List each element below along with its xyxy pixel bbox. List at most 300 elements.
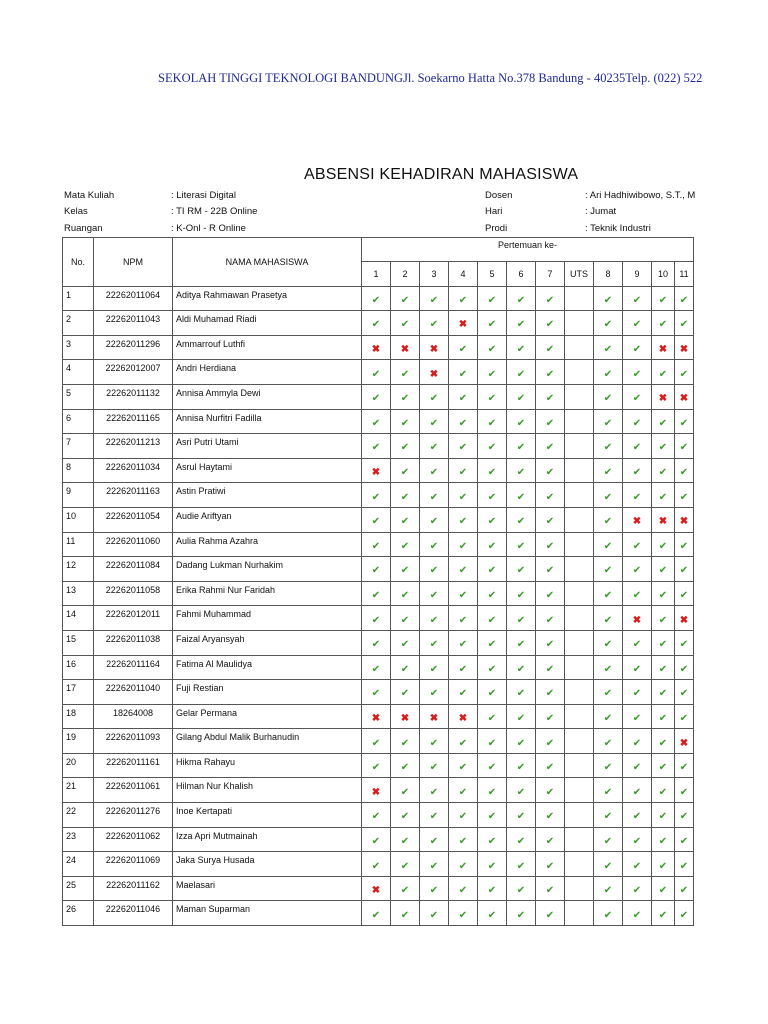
attendance-cell: [507, 557, 536, 582]
attendance-cell: [391, 557, 420, 582]
attendance-cell: [420, 360, 449, 385]
empty-cell: [565, 630, 594, 655]
present-check-icon: ✔: [400, 663, 410, 675]
present-check-icon: ✔: [632, 811, 642, 823]
attendance-cell: [391, 753, 420, 778]
present-check-icon: ✔: [458, 811, 468, 823]
row-number: 7: [63, 434, 94, 459]
present-check-icon: ✔: [658, 786, 668, 798]
absent-cross-icon: ✖: [458, 319, 468, 331]
present-check-icon: ✔: [658, 491, 668, 503]
present-check-icon: ✔: [658, 467, 668, 479]
attendance-cell: [675, 384, 694, 409]
attendance-cell: [536, 778, 565, 803]
attendance-cell: [675, 581, 694, 606]
attendance-cell: [478, 458, 507, 483]
empty-cell: [565, 729, 594, 754]
present-check-icon: ✔: [632, 442, 642, 454]
table-row: [63, 803, 694, 828]
present-check-icon: ✔: [545, 319, 555, 331]
attendance-cell: [536, 360, 565, 385]
present-check-icon: ✔: [545, 811, 555, 823]
attendance-cell: [623, 581, 652, 606]
present-check-icon: ✔: [487, 860, 497, 872]
attendance-cell: [449, 335, 478, 360]
attendance-cell: [675, 876, 694, 901]
attendance-cell: [507, 581, 536, 606]
present-check-icon: ✔: [400, 491, 410, 503]
present-check-icon: ✔: [516, 565, 526, 577]
present-check-icon: ✔: [545, 688, 555, 700]
present-check-icon: ✔: [603, 737, 613, 749]
attendance-cell: [420, 803, 449, 828]
session-header: 11: [675, 262, 694, 287]
present-check-icon: ✔: [632, 909, 642, 921]
present-check-icon: ✔: [458, 491, 468, 503]
attendance-cell: [536, 286, 565, 311]
attendance-cell: [652, 360, 675, 385]
present-check-icon: ✔: [458, 835, 468, 847]
attendance-cell: [623, 729, 652, 754]
attendance-cell: [675, 729, 694, 754]
table-row: [63, 753, 694, 778]
present-check-icon: ✔: [429, 639, 439, 651]
ruangan-value: : K-Onl - R Online: [171, 223, 246, 234]
present-check-icon: ✔: [516, 368, 526, 380]
attendance-cell: [449, 311, 478, 336]
attendance-cell: [623, 655, 652, 680]
row-number: 22: [63, 803, 94, 828]
attendance-cell: [623, 483, 652, 508]
present-check-icon: ✔: [458, 467, 468, 479]
row-number: 18: [63, 704, 94, 729]
attendance-cell: [675, 753, 694, 778]
attendance-cell: [362, 630, 391, 655]
attendance-cell: [594, 852, 623, 877]
attendance-cell: [507, 901, 536, 926]
kelas-label: Kelas: [64, 206, 88, 217]
empty-cell: [565, 581, 594, 606]
present-check-icon: ✔: [371, 393, 381, 405]
attendance-cell: [507, 753, 536, 778]
present-check-icon: ✔: [371, 688, 381, 700]
present-check-icon: ✔: [545, 712, 555, 724]
present-check-icon: ✔: [516, 467, 526, 479]
hari-value: : Jumat: [585, 206, 617, 217]
attendance-cell: [623, 852, 652, 877]
attendance-cell: [478, 384, 507, 409]
attendance-cell: [507, 384, 536, 409]
attendance-cell: [536, 434, 565, 459]
attendance-cell: [478, 852, 507, 877]
attendance-cell: [478, 729, 507, 754]
attendance-cell: [536, 680, 565, 705]
row-npm: 22262011161: [94, 753, 173, 778]
attendance-cell: [391, 360, 420, 385]
attendance-cell: [478, 335, 507, 360]
present-check-icon: ✔: [371, 319, 381, 331]
absent-cross-icon: ✖: [371, 885, 381, 897]
present-check-icon: ✔: [545, 663, 555, 675]
row-number: 13: [63, 581, 94, 606]
column-header-npm: NPM: [94, 238, 173, 287]
present-check-icon: ✔: [516, 590, 526, 602]
row-npm: 22262011046: [94, 901, 173, 926]
attendance-cell: [594, 557, 623, 582]
present-check-icon: ✔: [371, 614, 381, 626]
row-number: 16: [63, 655, 94, 680]
row-number: 25: [63, 876, 94, 901]
present-check-icon: ✔: [400, 393, 410, 405]
table-row: [63, 434, 694, 459]
attendance-cell: [652, 557, 675, 582]
present-check-icon: ✔: [632, 467, 642, 479]
attendance-cell: [362, 434, 391, 459]
session-header: 7: [536, 262, 565, 287]
attendance-cell: [675, 803, 694, 828]
attendance-cell: [420, 852, 449, 877]
present-check-icon: ✔: [603, 811, 613, 823]
prodi-value: : Teknik Industri: [585, 223, 651, 234]
present-check-icon: ✔: [679, 811, 689, 823]
empty-cell: [565, 557, 594, 582]
attendance-cell: [420, 704, 449, 729]
present-check-icon: ✔: [516, 319, 526, 331]
present-check-icon: ✔: [516, 614, 526, 626]
present-check-icon: ✔: [371, 639, 381, 651]
present-check-icon: ✔: [679, 639, 689, 651]
present-check-icon: ✔: [487, 737, 497, 749]
present-check-icon: ✔: [487, 417, 497, 429]
row-npm: 22262011034: [94, 458, 173, 483]
present-check-icon: ✔: [458, 565, 468, 577]
present-check-icon: ✔: [658, 368, 668, 380]
present-check-icon: ✔: [679, 540, 689, 552]
attendance-cell: [478, 704, 507, 729]
present-check-icon: ✔: [371, 835, 381, 847]
present-check-icon: ✔: [516, 811, 526, 823]
attendance-cell: [623, 606, 652, 631]
attendance-cell: [594, 827, 623, 852]
attendance-cell: [391, 827, 420, 852]
attendance-cell: [507, 655, 536, 680]
absent-cross-icon: ✖: [400, 344, 410, 356]
attendance-cell: [536, 803, 565, 828]
present-check-icon: ✔: [458, 590, 468, 602]
present-check-icon: ✔: [516, 294, 526, 306]
present-check-icon: ✔: [679, 909, 689, 921]
attendance-cell: [623, 507, 652, 532]
present-check-icon: ✔: [603, 835, 613, 847]
attendance-cell: [675, 852, 694, 877]
present-check-icon: ✔: [516, 885, 526, 897]
present-check-icon: ✔: [487, 712, 497, 724]
attendance-cell: [652, 704, 675, 729]
empty-cell: [565, 655, 594, 680]
attendance-cell: [449, 778, 478, 803]
present-check-icon: ✔: [458, 688, 468, 700]
present-check-icon: ✔: [545, 565, 555, 577]
present-check-icon: ✔: [658, 688, 668, 700]
session-header: 3: [420, 262, 449, 287]
present-check-icon: ✔: [632, 860, 642, 872]
attendance-cell: [478, 606, 507, 631]
present-check-icon: ✔: [487, 590, 497, 602]
attendance-cell: [391, 384, 420, 409]
row-name: Aulia Rahma Azahra: [173, 532, 362, 557]
present-check-icon: ✔: [429, 442, 439, 454]
attendance-cell: [420, 729, 449, 754]
present-check-icon: ✔: [632, 491, 642, 503]
attendance-cell: [362, 606, 391, 631]
present-check-icon: ✔: [679, 885, 689, 897]
attendance-cell: [420, 409, 449, 434]
attendance-cell: [391, 729, 420, 754]
present-check-icon: ✔: [516, 540, 526, 552]
empty-cell: [565, 606, 594, 631]
present-check-icon: ✔: [679, 417, 689, 429]
present-check-icon: ✔: [545, 368, 555, 380]
attendance-cell: [362, 876, 391, 901]
present-check-icon: ✔: [545, 294, 555, 306]
present-check-icon: ✔: [400, 737, 410, 749]
attendance-cell: [362, 753, 391, 778]
present-check-icon: ✔: [603, 909, 613, 921]
row-npm: 22262012007: [94, 360, 173, 385]
present-check-icon: ✔: [458, 885, 468, 897]
attendance-cell: [594, 458, 623, 483]
attendance-cell: [536, 335, 565, 360]
attendance-cell: [623, 680, 652, 705]
absent-cross-icon: ✖: [400, 712, 410, 724]
present-check-icon: ✔: [545, 442, 555, 454]
attendance-cell: [478, 803, 507, 828]
attendance-cell: [362, 803, 391, 828]
present-check-icon: ✔: [658, 590, 668, 602]
absent-cross-icon: ✖: [458, 712, 468, 724]
present-check-icon: ✔: [603, 688, 613, 700]
present-check-icon: ✔: [516, 516, 526, 528]
attendance-cell: [536, 827, 565, 852]
attendance-cell: [594, 655, 623, 680]
present-check-icon: ✔: [487, 491, 497, 503]
row-npm: 22262011276: [94, 803, 173, 828]
attendance-cell: [449, 532, 478, 557]
attendance-cell: [449, 458, 478, 483]
kelas-value: : TI RM - 22B Online: [171, 206, 258, 217]
table-row: [63, 778, 694, 803]
present-check-icon: ✔: [632, 294, 642, 306]
present-check-icon: ✔: [429, 467, 439, 479]
table-row: [63, 286, 694, 311]
present-check-icon: ✔: [658, 442, 668, 454]
attendance-cell: [449, 680, 478, 705]
attendance-cell: [391, 581, 420, 606]
present-check-icon: ✔: [545, 786, 555, 798]
attendance-cell: [420, 483, 449, 508]
row-npm: 22262011163: [94, 483, 173, 508]
present-check-icon: ✔: [487, 663, 497, 675]
present-check-icon: ✔: [400, 294, 410, 306]
present-check-icon: ✔: [487, 319, 497, 331]
row-npm: 22262011093: [94, 729, 173, 754]
present-check-icon: ✔: [632, 639, 642, 651]
table-row: [63, 729, 694, 754]
attendance-cell: [623, 827, 652, 852]
table-row: [63, 557, 694, 582]
row-name: Jaka Surya Husada: [173, 852, 362, 877]
present-check-icon: ✔: [632, 885, 642, 897]
present-check-icon: ✔: [658, 565, 668, 577]
table-row: [63, 606, 694, 631]
ruangan-label: Ruangan: [64, 223, 103, 234]
present-check-icon: ✔: [632, 368, 642, 380]
present-check-icon: ✔: [679, 688, 689, 700]
attendance-cell: [391, 778, 420, 803]
attendance-cell: [478, 630, 507, 655]
attendance-cell: [362, 384, 391, 409]
attendance-cell: [652, 581, 675, 606]
attendance-cell: [652, 384, 675, 409]
absent-cross-icon: ✖: [632, 516, 642, 528]
present-check-icon: ✔: [632, 590, 642, 602]
attendance-cell: [536, 581, 565, 606]
attendance-cell: [623, 360, 652, 385]
attendance-cell: [594, 532, 623, 557]
absent-cross-icon: ✖: [429, 712, 439, 724]
row-number: 15: [63, 630, 94, 655]
attendance-cell: [652, 458, 675, 483]
present-check-icon: ✔: [487, 467, 497, 479]
row-npm: 22262011061: [94, 778, 173, 803]
attendance-cell: [391, 876, 420, 901]
table-row: [63, 581, 694, 606]
row-npm: 22262011296: [94, 335, 173, 360]
present-check-icon: ✔: [487, 368, 497, 380]
present-check-icon: ✔: [400, 368, 410, 380]
present-check-icon: ✔: [458, 909, 468, 921]
page-title: ABSENSI KEHADIRAN MAHASISWA: [304, 166, 579, 183]
present-check-icon: ✔: [487, 344, 497, 356]
attendance-cell: [623, 458, 652, 483]
present-check-icon: ✔: [487, 885, 497, 897]
present-check-icon: ✔: [400, 417, 410, 429]
present-check-icon: ✔: [429, 294, 439, 306]
present-check-icon: ✔: [679, 467, 689, 479]
attendance-cell: [536, 655, 565, 680]
present-check-icon: ✔: [658, 885, 668, 897]
present-check-icon: ✔: [458, 663, 468, 675]
present-check-icon: ✔: [545, 737, 555, 749]
table-row: [63, 901, 694, 926]
absent-cross-icon: ✖: [371, 467, 381, 479]
attendance-cell: [594, 729, 623, 754]
attendance-cell: [449, 876, 478, 901]
present-check-icon: ✔: [400, 909, 410, 921]
attendance-cell: [391, 409, 420, 434]
present-check-icon: ✔: [603, 442, 613, 454]
attendance-cell: [507, 852, 536, 877]
attendance-cell: [507, 507, 536, 532]
attendance-cell: [594, 753, 623, 778]
present-check-icon: ✔: [658, 663, 668, 675]
attendance-cell: [536, 876, 565, 901]
attendance-cell: [391, 335, 420, 360]
attendance-cell: [536, 901, 565, 926]
row-npm: 22262011058: [94, 581, 173, 606]
present-check-icon: ✔: [487, 540, 497, 552]
attendance-cell: [536, 384, 565, 409]
attendance-cell: [675, 827, 694, 852]
present-check-icon: ✔: [658, 540, 668, 552]
table-row: [63, 335, 694, 360]
present-check-icon: ✔: [429, 688, 439, 700]
present-check-icon: ✔: [371, 762, 381, 774]
attendance-cell: [507, 680, 536, 705]
absent-cross-icon: ✖: [679, 344, 689, 356]
attendance-cell: [420, 557, 449, 582]
present-check-icon: ✔: [429, 835, 439, 847]
attendance-cell: [507, 704, 536, 729]
attendance-cell: [449, 852, 478, 877]
attendance-cell: [478, 827, 507, 852]
attendance-cell: [362, 581, 391, 606]
row-number: 5: [63, 384, 94, 409]
present-check-icon: ✔: [516, 762, 526, 774]
absent-cross-icon: ✖: [679, 614, 689, 626]
present-check-icon: ✔: [487, 762, 497, 774]
attendance-cell: [420, 311, 449, 336]
present-check-icon: ✔: [400, 319, 410, 331]
attendance-cell: [449, 655, 478, 680]
row-name: Maman Suparman: [173, 901, 362, 926]
present-check-icon: ✔: [516, 491, 526, 503]
present-check-icon: ✔: [371, 442, 381, 454]
row-name: Aldi Muhamad Riadi: [173, 311, 362, 336]
attendance-cell: [449, 409, 478, 434]
present-check-icon: ✔: [371, 565, 381, 577]
row-name: Maelasari: [173, 876, 362, 901]
present-check-icon: ✔: [400, 614, 410, 626]
empty-cell: [565, 827, 594, 852]
row-npm: 22262011165: [94, 409, 173, 434]
attendance-cell: [478, 483, 507, 508]
attendance-cell: [675, 483, 694, 508]
attendance-cell: [507, 434, 536, 459]
attendance-cell: [594, 901, 623, 926]
row-number: 4: [63, 360, 94, 385]
attendance-cell: [420, 630, 449, 655]
attendance-cell: [362, 335, 391, 360]
present-check-icon: ✔: [632, 540, 642, 552]
attendance-cell: [594, 311, 623, 336]
table-row: [63, 876, 694, 901]
present-check-icon: ✔: [603, 762, 613, 774]
attendance-cell: [675, 606, 694, 631]
present-check-icon: ✔: [679, 368, 689, 380]
present-check-icon: ✔: [545, 393, 555, 405]
attendance-cell: [391, 434, 420, 459]
attendance-cell: [623, 704, 652, 729]
attendance-cell: [449, 434, 478, 459]
attendance-cell: [652, 507, 675, 532]
attendance-table: [62, 237, 694, 926]
attendance-cell: [420, 434, 449, 459]
attendance-cell: [391, 655, 420, 680]
empty-cell: [565, 753, 594, 778]
attendance-cell: [652, 409, 675, 434]
present-check-icon: ✔: [458, 516, 468, 528]
